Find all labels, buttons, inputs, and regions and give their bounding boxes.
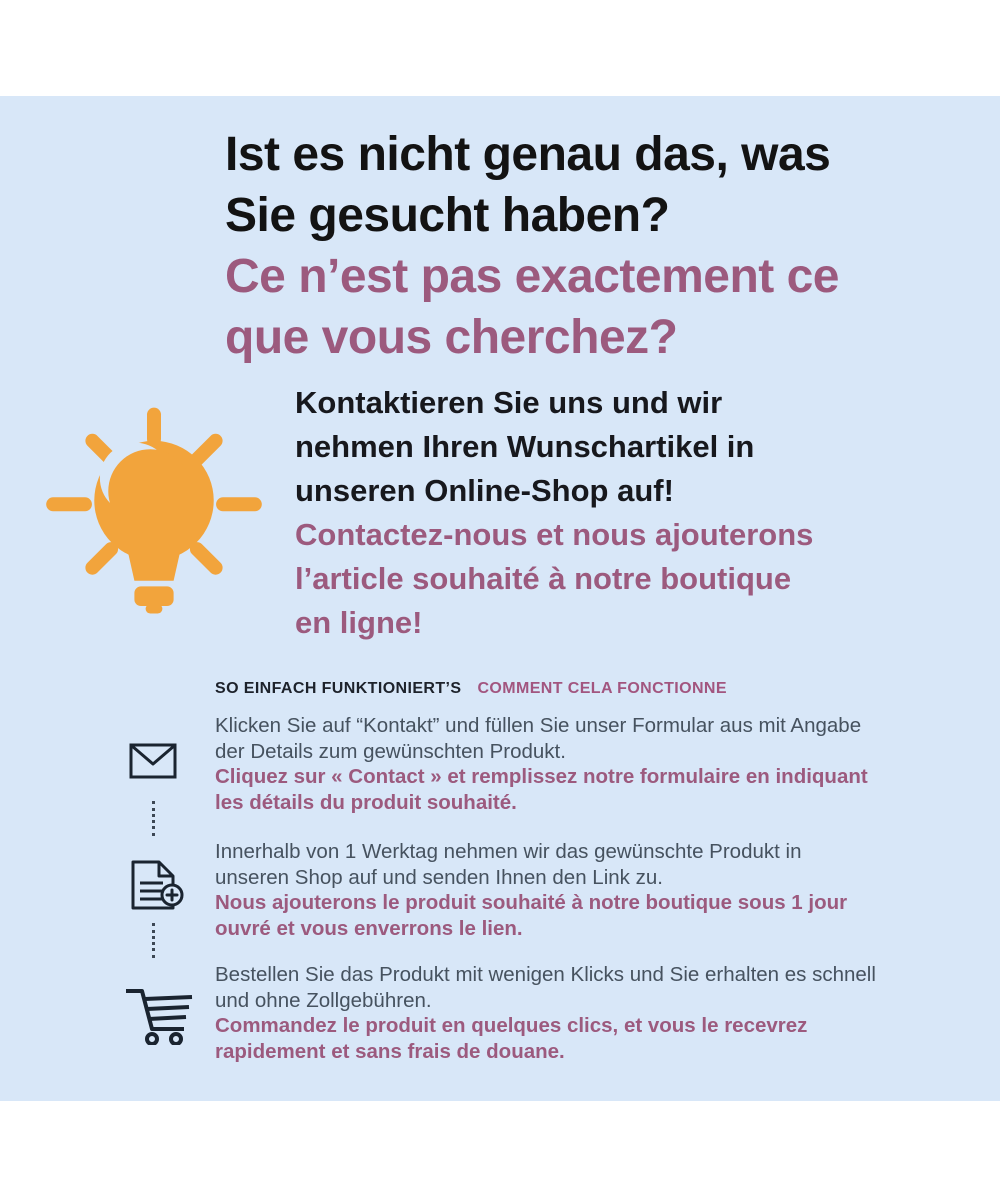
headline-de-line2: Sie gesucht haben?: [225, 189, 670, 242]
how-it-works-label-de: SO EINFACH FUNKTIONIERT’S: [215, 680, 462, 697]
step-3-fr-line1: Commandez le produit en quelques clics, et vous le recevrez: [215, 1014, 808, 1037]
intro-fr-line3: en ligne!: [295, 605, 423, 640]
headline: [225, 124, 945, 368]
step-2-de-line1: Innerhalb von 1 Werktag nehmen wir das gewünschte Produkt in: [215, 840, 802, 863]
cart-icon: [118, 983, 194, 1045]
step-2-fr-line2: ouvré et vous enverrons le lien.: [215, 916, 523, 940]
intro-text: [295, 381, 935, 645]
dotted-connector-1: [152, 801, 155, 836]
step-2-fr-line1: Nous ajouterons le produit souhaité à notre boutique sous 1 jour: [215, 891, 848, 914]
how-it-works-header: [215, 680, 727, 698]
step-3-de-line2: und ohne Zollgebühren.: [215, 988, 432, 1012]
step-2-de-line2: unseren Shop auf und senden Ihnen den Link zu.: [215, 865, 663, 889]
envelope-icon: [129, 743, 177, 779]
step-3-text: [215, 962, 955, 1064]
intro-fr-line2: l’article souhaité à notre boutique: [295, 561, 792, 596]
step-1-text: [215, 713, 955, 815]
intro-de-line3: unseren Online-Shop auf!: [295, 473, 674, 508]
step-3-de-line1: Bestellen Sie das Produkt mit wenigen Klicks und Sie erhalten es schnell: [215, 963, 876, 986]
headline-fr-line2: que vous cherchez?: [225, 311, 678, 364]
intro-de-line2: nehmen Ihren Wunschartikel in: [295, 429, 755, 464]
dotted-connector-2: [152, 923, 155, 958]
how-it-works-label-fr: COMMENT CELA FONCTIONNE: [477, 680, 727, 697]
lightbulb-icon: [42, 394, 266, 622]
step-2-text: [215, 839, 955, 941]
document-add-icon: [125, 858, 185, 914]
step-3-fr-line2: rapidement et sans frais de douane.: [215, 1039, 565, 1063]
step-1-de-line2: der Details zum gewünschten Produkt.: [215, 739, 566, 763]
step-1-fr-line1: Cliquez sur « Contact » et remplissez notre formulaire en indiquant: [215, 765, 868, 788]
step-1-de-line1: Klicken Sie auf “Kontakt” und füllen Sie unser Formular aus mit Angabe: [215, 714, 862, 737]
headline-fr-line1: Ce n’est pas exactement ce: [225, 250, 839, 303]
step-1-fr-line2: les détails du produit souhaité.: [215, 790, 517, 814]
intro-fr-line1: Contactez-nous et nous ajouterons: [295, 517, 814, 552]
intro-de-line1: Kontaktieren Sie uns und wir: [295, 385, 723, 420]
headline-de-line1: Ist es nicht genau das, was: [225, 128, 831, 181]
